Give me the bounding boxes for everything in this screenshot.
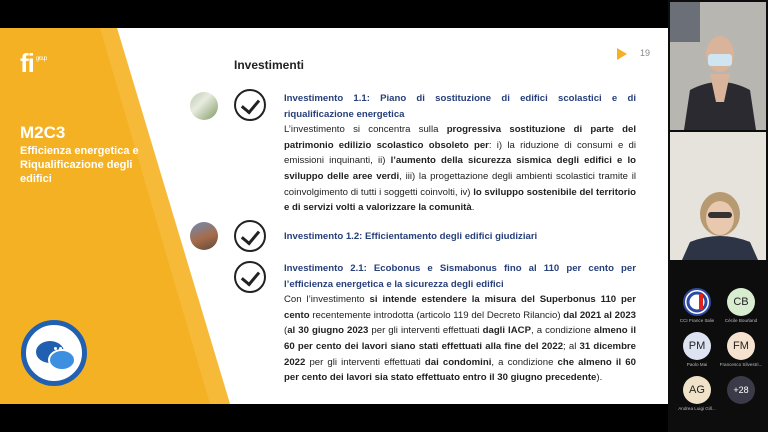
investment-2-1-heading: Investimento 2.1: Ecobonus e Sismabonus fino al 110 per cento per l’efficienza energetica e la sicurezza degli edifici — [284, 263, 636, 290]
section-title: Efficienza energetica e Riqualificazione degli edifici — [20, 145, 139, 185]
checkmark-icon — [234, 261, 266, 293]
courthouse-photo-thumbnail — [190, 222, 218, 250]
participant-name: Francesco Silvestri... — [719, 362, 763, 367]
investment-1-1: Investimento 1.1: Piano di sostituzione di edifici scolastici e di riqualificazione energetica L’investimento si concentra sulla progressiva sostituzione di parte del patrimonio edilizio scolastico obsoleto per: i) la riduzione di consumi e di emissioni inquinanti, ii) l’aumento della sicurezza sismica degli edifici e lo sviluppo delle aree verdi, iii) la progettazione degli ambienti scolastici tramite il coinvolgimento di tutti i soggetti coinvolti, iv) lo sviluppo sostenibile del territorio e di servizi volti a valorizzare la comunità. — [284, 93, 637, 214]
participant-name: CCI France Italie — [679, 318, 715, 323]
participant-avatar[interactable]: CB — [727, 288, 755, 316]
investment-2-1: Investimento 2.1: Ecobonus e Sismabonus fino al 110 per cento per l’efficienza energetica e la sicurezza degli edifici Con l’investimento si intende estendere la misura del Superbonus 110 per cento recentemente introdotta (articolo 119 del Decreto Rilancio) dal 2021 al 2023 (al 30 giugno 2023 per gli interventi effettuati dagli IACP, a condizione almeno il 60 per cento dei lavori siano stati effettuati alla fine del 2022; al 31 dicembre 2022 per gli interventi effettuati dai condomini, a condizione che almeno il 60 per cento dei lavori sia stato effettuato entro il 30 giugno precedente). — [284, 263, 636, 384]
participant-avatar-cci[interactable] — [683, 288, 711, 316]
play-icon[interactable] — [617, 48, 627, 60]
bottom-bar — [0, 404, 668, 432]
person-silhouette — [670, 132, 766, 260]
top-bar — [0, 0, 668, 28]
participant-name: Cécile Bourland — [724, 318, 758, 323]
fi-group-logo: fi $^{group}$ — [20, 48, 47, 78]
video-tile-participant-2[interactable] — [670, 132, 766, 260]
school-photo-thumbnail — [190, 92, 218, 120]
slide-left-panel — [0, 28, 230, 404]
page-number: 19 — [640, 48, 651, 58]
investment-1-2-heading: Investimento 1.2: Efficientamento degli edifici giudiziari — [284, 231, 538, 242]
more-participants-badge[interactable]: +28 — [727, 376, 755, 404]
participant-name: Paolo Mai — [686, 362, 708, 367]
participant-avatar[interactable]: FM — [727, 332, 755, 360]
chat-bubbles-icon — [21, 320, 87, 386]
participant-avatar[interactable]: PM — [683, 332, 711, 360]
cci-logo-icon — [685, 290, 709, 314]
shared-slide — [0, 28, 668, 404]
section-code: M2C3 — [20, 123, 66, 142]
participant-avatar[interactable]: AG — [683, 376, 711, 404]
investment-1-2 — [284, 229, 636, 245]
video-tile-participant-1[interactable] — [670, 2, 766, 130]
investment-1-1-heading: Investimento 1.1: Piano di sostituzione di edifici scolastici e di riqualificazione energetica — [284, 93, 636, 120]
slide-title: Investimenti — [234, 58, 305, 72]
participant-name: Andrea Luigi Gill... — [678, 406, 716, 411]
checkmark-icon — [234, 220, 266, 252]
checkmark-icon — [234, 89, 266, 121]
person-silhouette — [670, 2, 766, 130]
